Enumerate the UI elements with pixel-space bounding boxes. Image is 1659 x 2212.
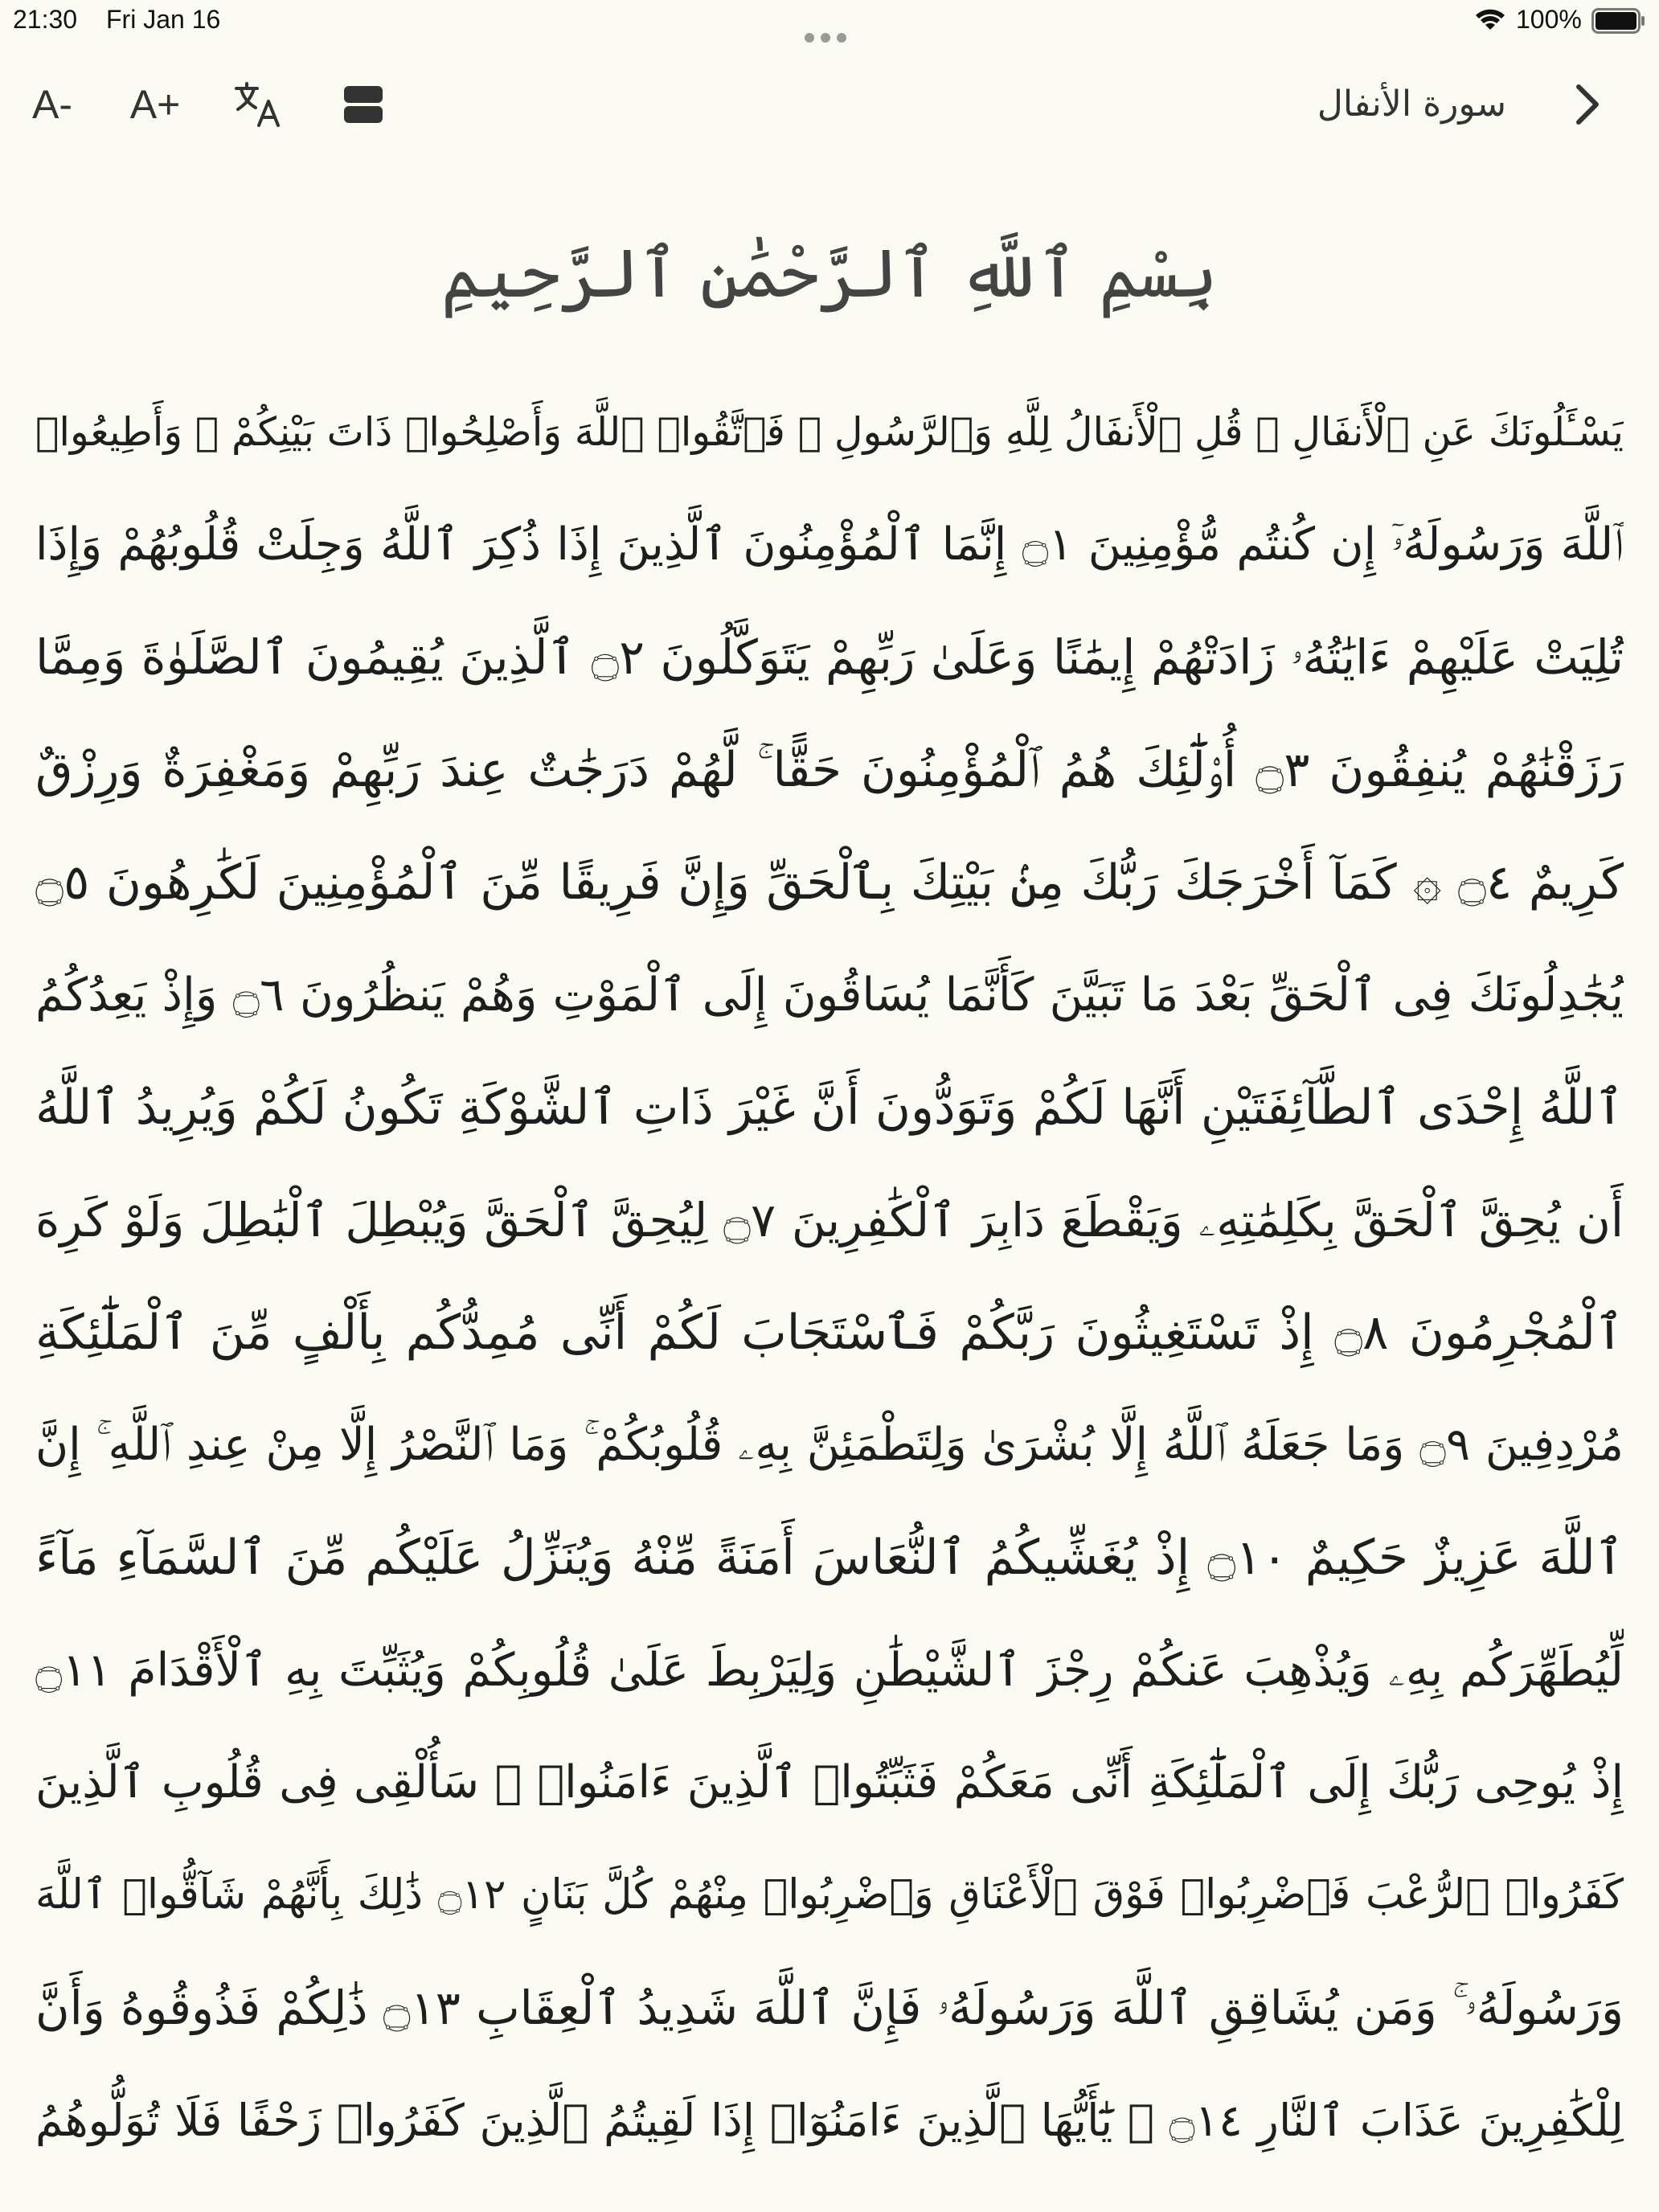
increase-font-button[interactable]: A+ [129, 82, 181, 127]
translate-button[interactable] [230, 79, 288, 130]
status-time: 21:30 [13, 5, 78, 34]
bismillah-calligraphy: بِسْمِ ٱللَّهِ ٱلرَّحْمَٰنِ ٱلرَّحِيمِ [440, 234, 1219, 313]
verse-line[interactable]: مُرْدِفِينَ ۝٩ وَمَا جَعَلَهُ ٱللَّهُ إِلَّا بُشْرَىٰ وَلِتَطْمَئِنَّ بِهِۦ قُلُوبُكُمْ ۚ وَمَا ٱلنَّصْرُ إِلَّا مِنْ عِندِ ٱللَّهِ ۚ إِنَّ [35, 1419, 1624, 1471]
status-date: Fri Jan 16 [106, 5, 221, 34]
chevron-right-icon [1563, 79, 1611, 130]
battery-percent: 100% [1516, 5, 1582, 34]
verse-line[interactable]: وَرَسُولَهُۥ ۚ وَمَن يُشَاقِقِ ٱللَّهَ وَرَسُولَهُۥ فَإِنَّ ٱللَّهَ شَدِيدُ ٱلْعِقَابِ ۝١٣ ذَٰلِكُمْ فَذُوقُوهُ وَأَنَّ [35, 1981, 1624, 2035]
surah-title: سورة الأنفال [1317, 84, 1506, 125]
battery-icon [1591, 8, 1646, 34]
verse-line[interactable]: ٱللَّهَ وَرَسُولَهُۥٓ إِن كُنتُم مُّؤْمِنِينَ ۝١ إِنَّمَا ٱلْمُؤْمِنُونَ ٱلَّذِينَ إِذَا ذُكِرَ ٱللَّهُ وَجِلَتْ قُلُوبُهُمْ وَإِذَا [35, 518, 1624, 571]
verse-line[interactable]: رَزَقْنَٰهُمْ يُنفِقُونَ ۝٣ أُو۟لَٰٓئِكَ هُمُ ٱلْمُؤْمِنُونَ حَقًّا ۚ لَّهُمْ دَرَجَٰتٌ عِندَ رَبِّهِمْ وَمَغْفِرَةٌ وَرِزْقٌ [35, 742, 1624, 798]
back-button[interactable] [1563, 79, 1611, 130]
decrease-font-button[interactable]: A- [32, 82, 72, 127]
verse-line[interactable]: ٱلْمُجْرِمُونَ ۝٨ إِذْ تَسْتَغِيثُونَ رَبَّكُمْ فَٱسْتَجَابَ لَكُمْ أَنِّى مُمِدُّكُم بِأَلْفٍ مِّنَ ٱلْمَلَٰٓئِكَةِ [35, 1305, 1624, 1361]
verse-line[interactable]: كَرِيمٌ ۝٤ ۞ كَمَآ أَخْرَجَكَ رَبُّكَ مِنۢ بَيْتِكَ بِٱلْحَقِّ وَإِنَّ فَرِيقًا مِّنَ ٱلْمُؤْمِنِينَ لَكَٰرِهُونَ ۝٥ [35, 854, 1624, 911]
multitasking-dots-icon[interactable] [805, 19, 853, 31]
verse-line[interactable]: كَفَرُوا۟ ٱلرُّعْبَ فَٱضْرِبُوا۟ فَوْقَ ٱلْأَعْنَاقِ وَٱضْرِبُوا۟ مِنْهُمْ كُلَّ بَنَانٍ ۝١٢ ذَٰلِكَ بِأَنَّهُمْ شَآقُّوا۟ ٱللَّهَ [35, 1871, 1624, 1919]
verse-line[interactable]: يَسْـَٔلُونَكَ عَنِ ٱلْأَنفَالِ ۖ قُلِ ٱلْأَنفَالُ لِلَّهِ وَٱلرَّسُولِ ۖ فَٱتَّقُوا۟ ٱللَّهَ وَأَصْلِحُوا۟ ذَاتَ بَيْنِكُمْ ۖ وَأَطِيعُوا۟ [35, 409, 1624, 455]
verse-line[interactable]: تُلِيَتْ عَلَيْهِمْ ءَايَٰتُهُۥ زَادَتْهُمْ إِيمَٰنًا وَعَلَىٰ رَبِّهِمْ يَتَوَكَّلُونَ ۝٢ ٱلَّذِينَ يُقِيمُونَ ٱلصَّلَوٰةَ وَمِمَّا [35, 629, 1624, 685]
verse-line[interactable]: ٱللَّهُ إِحْدَى ٱلطَّآئِفَتَيْنِ أَنَّهَا لَكُمْ وَتَوَدُّونَ أَنَّ غَيْرَ ذَاتِ ٱلشَّوْكَةِ تَكُونُ لَكُمْ وَيُرِيدُ ٱللَّهُ [35, 1079, 1624, 1136]
translate-icon [233, 79, 285, 130]
split-view-icon [342, 84, 384, 125]
status-bar [0, 0, 1659, 45]
verse-line[interactable]: أَن يُحِقَّ ٱلْحَقَّ بِكَلِمَٰتِهِۦ وَيَقْطَعَ دَابِرَ ٱلْكَٰفِرِينَ ۝٧ لِيُحِقَّ ٱلْحَقَّ وَيُبْطِلَ ٱلْبَٰطِلَ وَلَوْ كَرِهَ [35, 1193, 1624, 1247]
wifi-icon [1474, 8, 1506, 32]
reader-toolbar [0, 72, 1659, 137]
surah-text [35, 376, 1624, 2212]
verse-line[interactable]: ٱللَّهَ عَزِيزٌ حَكِيمٌ ۝١٠ إِذْ يُغَشِّيكُمُ ٱلنُّعَاسَ أَمَنَةً مِّنْهُ وَيُنَزِّلُ عَلَيْكُم مِّنَ ٱلسَّمَآءِ مَآءً [35, 1530, 1624, 1586]
verse-line[interactable]: لِلْكَٰفِرِينَ عَذَابَ ٱلنَّارِ ۝١٤ ۞ يَٰٓأَيُّهَا ٱلَّذِينَ ءَامَنُوٓا۟ إِذَا لَقِيتُمُ ٱلَّذِينَ كَفَرُوا۟ زَحْفًا فَلَا تُوَلُّوهُمُ [35, 2095, 1624, 2146]
verse-line[interactable]: يُجَٰدِلُونَكَ فِى ٱلْحَقِّ بَعْدَ مَا تَبَيَّنَ كَأَنَّمَا يُسَاقُونَ إِلَى ٱلْمَوْتِ وَهُمْ يَنظُرُونَ ۝٦ وَإِذْ يَعِدُكُمُ [35, 969, 1624, 1022]
view-mode-button[interactable] [338, 79, 389, 130]
verse-line[interactable]: إِذْ يُوحِى رَبُّكَ إِلَى ٱلْمَلَٰٓئِكَةِ أَنِّى مَعَكُمْ فَثَبِّتُوا۟ ٱلَّذِينَ ءَامَنُوا۟ ۚ سَأُلْقِى فِى قُلُوبِ ٱلَّذِينَ [35, 1756, 1624, 1809]
verse-line[interactable]: لِّيُطَهِّرَكُم بِهِۦ وَيُذْهِبَ عَنكُمْ رِجْزَ ٱلشَّيْطَٰنِ وَلِيَرْبِطَ عَلَىٰ قُلُوبِكُمْ وَيُثَبِّتَ بِهِ ٱلْأَقْدَامَ ۝١١ [35, 1644, 1624, 1697]
